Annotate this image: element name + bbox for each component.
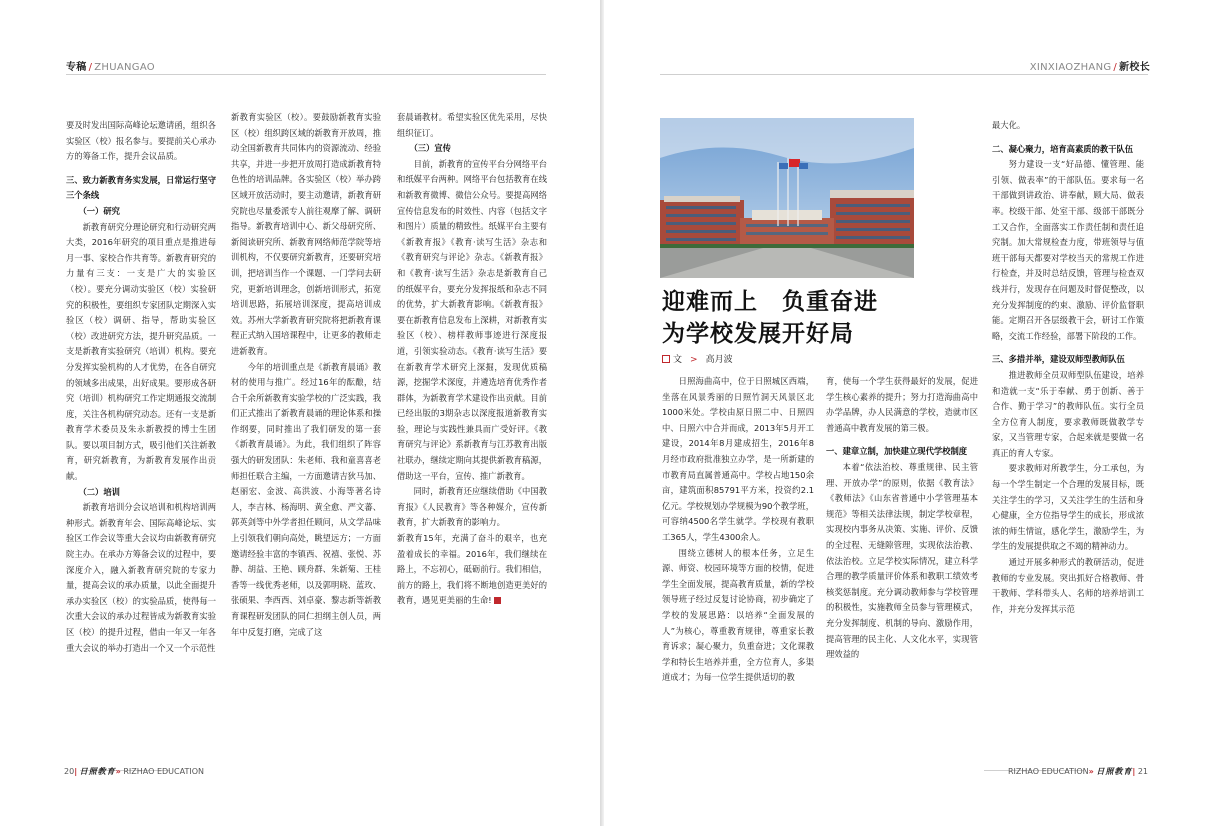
page-footer: 20| 日照教育» RIZHAO EDUCATION bbox=[64, 767, 204, 776]
school-building-icon bbox=[660, 118, 914, 278]
paragraph: 新教育研究分理论研究和行动研究两大类，2016年研究的项目重点是推进每月一事、家校合作共育等。新教育研究的力量有三支：一支是广大的实验区（校）。要充分调动实验区（校）实验研究的积极性，要组织专家团队定期深入实验区（校）调研、指导，帮助实验区（校）改进研究方法，提升研究品质。一支是新教育实验研究（培训）机构。要充分发挥实验机构的人才优势，在各自研究的领域多出成果，出好成果。要形成各研究（培训）机构研究工作定期通报交流制度，关注各机构研究动态。还有一支是新教育学术委员及朱永新教授的博士生团队。要以项目制方式，吸引他们关注新教育，研究新教育，为新教育发展作出贡献。 bbox=[66, 221, 216, 482]
school-building-photo bbox=[660, 118, 914, 278]
subsection-heading: （三）宣传 bbox=[409, 143, 451, 154]
paragraph: 要及时发出国际高峰论坛邀请函，组织各实验区（校）报名参与。要提前关心承办方的筹备工作，提升会议品质。 bbox=[66, 120, 216, 162]
magazine-logo: 日照教育 bbox=[1096, 767, 1133, 776]
page-number: 20 bbox=[64, 767, 75, 776]
header-rule bbox=[66, 74, 546, 75]
magazine-name-en: RIZHAO EDUCATION bbox=[1008, 767, 1089, 776]
section-heading: 二、凝心聚力，培育高素质的教干队伍 bbox=[992, 143, 1134, 154]
paragraph: 要求教师对所教学生，分工承包，为每一个学生制定一个合理的发展目标，既关注学生的学习，又关注学生的生活和身心健康，全方位指导学生的成长，形成浓浓的师生情谊，感化学生，激励学生，为学生的发展提供取之不竭的精神动力。 bbox=[992, 463, 1144, 552]
paragraph: 新教育培训分会议培训和机构培训两种形式。新教育年会、国际高峰论坛、实验区工作会议等重大会议均由新教育研究院主办。在承办方筹备会议的过程中，要深度介入，融入新教育研究院的专家力量，提高会议的承办质量，以此全面提升承办实验区（校）的实验品质，使得每一次重大会议的承办过程皆成为新教育实验区（校）的提升过程，借由一年又一年各重大会议的举办打造出一个又一个示范性 bbox=[66, 502, 216, 653]
subsection-heading: （一）研究 bbox=[78, 205, 120, 216]
article-column-1 bbox=[662, 374, 814, 740]
section-header: 专稿 / ZHUANGAO bbox=[66, 62, 155, 73]
section-heading: 三、多措并举，建设双师型教师队伍 bbox=[992, 354, 1125, 365]
page-footer: RIZHAO EDUCATION» 日照教育| 21 bbox=[1008, 767, 1148, 776]
magazine-logo: 日照教育 bbox=[79, 767, 116, 776]
paragraph: 本着“依法治校、尊重规律、民主管理、开放办学”的原则，依据《教育法》《教师法》《山东省普通中小学管理基本规范》等相关法律法规，制定学校章程，实现校内事务从决策、实施、评价、反馈的全过程、无缝隙管理，实现依法治教、依法治校。立足学校实际情况，建立科学合理的教学质量评价体系和教职工绩效考核奖惩制度。充分调动教师参与学校管理的积极性，实施教师全员参与管理模式，充分发挥制度、机制的导向、激励作用，提高管理的民主化、人文化水平，实现管理效益的 bbox=[826, 461, 978, 660]
headline-line-2: 为学校发展开好局 bbox=[662, 321, 854, 347]
article-column-3 bbox=[397, 110, 547, 740]
left-page bbox=[0, 0, 600, 826]
paragraph: 推进教师全员双师型队伍建设，培养和造就一支“乐于奉献、勇于创新、善于合作、勤于学习”的教师队伍。实行全员全方位育人制度，要求教师既做教学专家，又当管理专家，合起来就是要做一名真正的育人专家。 bbox=[992, 369, 1144, 458]
section-header: XINXIAOZHANG / 新校长 bbox=[1029, 62, 1150, 73]
paragraph: 通过开展多种形式的教研活动，促进教师的专业发展。突出抓好合格教师、骨干教师、学科带头人、名师的培养培训工作，并充分发挥其示范 bbox=[992, 557, 1144, 614]
article-column-3 bbox=[992, 118, 1144, 738]
article-headline bbox=[662, 286, 878, 350]
paragraph: 新教育实验区（校）。要鼓励新教育实验区（校）组织跨区域的新教育开放周，推动全国新教育共同体内的资源流动、经验共享，并进一步把开放周打造成新教育特色性的培训品牌。各实验区（校）举办跨区域开放活动时，要主动邀请，新教育研究院也尽量委派专人前往观摩了解、调研指导。新教育培训中心、新父母研究所、新阅读研究所、新教育网络师范学院等培训机构，不仅要研究新教育，还要研究培训，把培训当作一个课题、一门学问去研究，更新培训理念，创新培训形式，拓宽培训思路，拓展培训深度，提高培训成效。苏州大学新教育研究院将把新教育课程正式纳入国培课程中，让更多的教师走进新教育。 bbox=[231, 112, 381, 356]
article-column-2 bbox=[231, 110, 381, 740]
paragraph: 日照海曲高中，位于日照城区西端，坐落在风景秀丽的日照竹洞天风景区北1000米处。学校由原日照二中、日照四中、日照六中合并而成，2013年5月开工建设，2014年8月建成招生，2016年8月经市政府批准独立办学，是一所新建的市教育局直属普通高中。学校占地150余亩，建筑面积85791平方米，投资约2.1亿元。学校规划办学规模为90个教学班，可容纳4500名学生就学。学校现有教职工365人，学生4300余人。 bbox=[662, 376, 814, 542]
arrow-icon: > bbox=[690, 355, 698, 365]
page-number: 21 bbox=[1137, 767, 1148, 776]
subsection-heading: （二）培训 bbox=[78, 486, 120, 497]
paragraph: 努力建设一支“好品德、懂管理、能引领、做表率”的干部队伍。要求每一名干部做到讲政治、讲奉献，顾大局、做表率。校级干部、处室干部、级部干部既分工又合作，全面落实工作责任制和责任追究制。加大常规检查力度，带班领导与值班干部每天都要对学校当天的常规工作进行检查，并及时总结反馈，管理与检查双线并行，发现存在问题及时督促整改，以充分发挥制度的约束、激励、评价监督职能。定期召开各层级教干会，研讨工作策略，交流工作经验，部署下阶段的工作。 bbox=[992, 159, 1144, 341]
byline: 文 > 高月波 bbox=[662, 352, 733, 365]
paragraph: 最大化。 bbox=[992, 120, 1026, 130]
paragraph: 今年的培训重点是《新教育晨诵》教材的使用与推广。经过16年的酝酿，结合千余所新教育实验学校的广泛实践，我们正式推出了新教育晨诵的理论体系和操作纲要，同时推出了我们研发的第一套《新教育晨诵》。为此，我们组织了阵容强大的研发团队：朱老师、我和童喜喜老师担任联合主编，一方面邀请吉狄马加、赵丽宏、金波、高洪波、小海等著名诗人，李吉林、杨海明、黄全愈、严文蕃、郭英剑等中外学者担任顾问，从文学品味上引领我们朝向高处，眺望远方；一方面邀请经验丰富的李镇西、祝禧、张悦、苏静、胡益、王艳、顾舟群、朱新菊、王桂香等一线优秀老师，以及郭明晓、蓝玫、张硕果、李西西、刘卓豪、黎志新等新教育课程研发团队的同仁担纲主创人员，两年中反复打磨，完成了这 bbox=[231, 361, 381, 637]
square-icon bbox=[662, 355, 670, 363]
headline-line-1: 迎难而上 负重奋进 bbox=[662, 289, 878, 315]
end-mark-icon bbox=[494, 597, 501, 604]
magazine-name-en: RIZHAO EDUCATION bbox=[123, 767, 204, 776]
article-column-1 bbox=[66, 118, 216, 738]
article-column-2 bbox=[826, 374, 978, 740]
paragraph: 围绕立德树人的根本任务，立足生源、师资、校园环境等方面的校情，促进学生全面发展，提高教育质量，新的学校领导班子经过反复讨论协商，初步确定了学校的发展思路：以培养“全面发展的人”为核心，尊重教育规律，尊重家长教育诉求；凝心聚力，负重奋进；文化课教学和特长生培养并重，全方位育人，多渠道成才；为每一位学生提供适切的教 bbox=[662, 547, 814, 683]
section-heading: 三、致力新教育务实发展，日常运行坚守三个条线 bbox=[66, 174, 216, 201]
header-rule bbox=[660, 74, 1148, 75]
paragraph: 育，使每一个学生获得最好的发展，促进学生核心素养的提升；努力打造海曲高中办学品牌，办人民满意的学校，造就市区普通高中教育发展的第三极。 bbox=[826, 376, 978, 433]
paragraph: 同时，新教育还应继续借助《中国教育报》《人民教育》等各种媒介，宣传新教育，扩大新教育的影响力。 bbox=[397, 486, 547, 528]
paragraph: 目前，新教育的宣传平台分网络平台和纸媒平台两种。网络平台包括教育在线和新教育微博、微信公众号。要提高网络宣传信息发布的时效性、内容（包括文字和图片）质量的精致性。纸媒平台主要有《新教育报》《教育·读写生活》杂志和《教育研究与评论》杂志。《新教育报》和《教育·读写生活》杂志是新教育自己的纸媒平台，要充分发挥报纸和杂志不同的优势，扩大新教育影响。《新教育报》要在新教育信息发布上深耕，对新教育实验区（校）、榜样教师事迹进行深度报道，引领实验动态。《教育·读写生活》要在新教育学术研究上深掘，发现优质稿源，挖掘学术深度，并遴选培育优秀作者群体，为新教育学术建设作出贡献。目前已经出版的3期杂志以深度报道新教育实验，理论与实践性兼具而广受好评。《教育研究与评论》系新教育与江苏教育出版社联办，继续定期向其提供新教育稿源，借助这一平台，宣传、推广新教育。 bbox=[397, 158, 547, 481]
paragraph: 新教育15年，充满了奋斗的艰辛，也充盈着成长的幸福。2016年，我们继续在路上，不忘初心，砥砺前行。我们相信，前方的路上，我们将不断地创造更美好的教育，遇见更美丽的生命! bbox=[397, 533, 547, 606]
author-name: 高月波 bbox=[705, 355, 733, 365]
right-page bbox=[604, 0, 1208, 826]
paragraph: 套晨诵教材。希望实验区优先采用，尽快组织征订。 bbox=[397, 112, 547, 138]
section-heading: 一、建章立制，加快建立现代学校制度 bbox=[826, 446, 968, 457]
